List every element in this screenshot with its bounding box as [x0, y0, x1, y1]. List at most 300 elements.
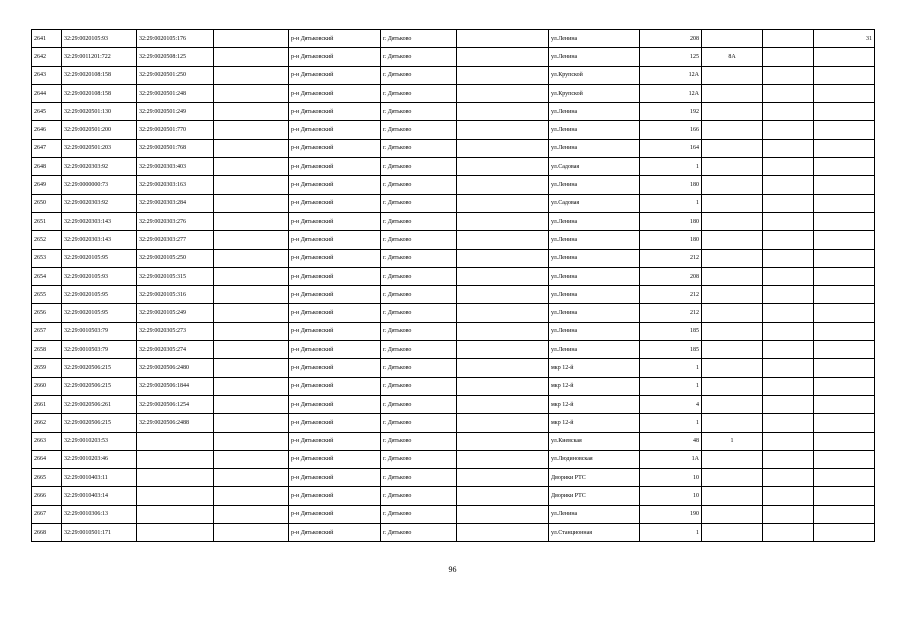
empty-cell [214, 231, 289, 249]
empty-cell [457, 524, 549, 542]
building-cell: 1 [702, 432, 763, 450]
table-row [32, 450, 875, 468]
empty-cell [457, 249, 549, 267]
empty-cell [763, 395, 814, 413]
cadastral-number-cell: 32:29:0020105:95 [62, 286, 137, 304]
empty-cell [763, 524, 814, 542]
empty-cell [214, 286, 289, 304]
locality-cell: г. Дятьково [381, 194, 457, 212]
district-cell: р-н Дятьковский [289, 322, 381, 340]
row-number-cell: 2668 [32, 524, 62, 542]
apartment-cell [814, 249, 875, 267]
cadastral-number-cell: 32:29:0020501:203 [62, 139, 137, 157]
object-cadastral-number-cell: 32:29:0020105:176 [137, 30, 214, 48]
building-cell [702, 304, 763, 322]
empty-cell [763, 139, 814, 157]
street-cell: ул.Ленина [549, 48, 640, 66]
empty-cell [214, 249, 289, 267]
row-number-cell: 2641 [32, 30, 62, 48]
district-cell: р-н Дятьковский [289, 432, 381, 450]
table-row [32, 505, 875, 523]
apartment-cell [814, 469, 875, 487]
table-row [32, 304, 875, 322]
district-cell: р-н Дятьковский [289, 505, 381, 523]
empty-cell [214, 304, 289, 322]
row-number-cell: 2667 [32, 505, 62, 523]
row-number-cell: 2651 [32, 212, 62, 230]
object-cadastral-number-cell: 32:29:0020105:316 [137, 286, 214, 304]
district-cell: р-н Дятьковский [289, 231, 381, 249]
table-row [32, 469, 875, 487]
empty-cell [763, 450, 814, 468]
locality-cell: г. Дятьково [381, 249, 457, 267]
row-number-cell: 2649 [32, 176, 62, 194]
house-number-cell: 12А [640, 66, 702, 84]
house-number-cell: 190 [640, 505, 702, 523]
table-row [32, 341, 875, 359]
district-cell: р-н Дятьковский [289, 176, 381, 194]
cadastral-number-cell: 32:29:0010503:79 [62, 322, 137, 340]
empty-cell [763, 66, 814, 84]
street-cell: мкр 12-й [549, 377, 640, 395]
cadastral-number-cell: 32:29:0010403:14 [62, 487, 137, 505]
empty-cell [763, 469, 814, 487]
building-cell [702, 84, 763, 102]
apartment-cell [814, 377, 875, 395]
cadastral-number-cell: 32:29:0020303:143 [62, 212, 137, 230]
locality-cell: г. Дятьково [381, 286, 457, 304]
house-number-cell: 1А [640, 450, 702, 468]
apartment-cell [814, 231, 875, 249]
empty-cell [214, 322, 289, 340]
empty-cell [457, 359, 549, 377]
object-cadastral-number-cell [137, 524, 214, 542]
object-cadastral-number-cell: 32:29:0020105:315 [137, 267, 214, 285]
building-cell [702, 212, 763, 230]
district-cell: р-н Дятьковский [289, 48, 381, 66]
apartment-cell [814, 176, 875, 194]
empty-cell [457, 30, 549, 48]
locality-cell: г. Дятьково [381, 212, 457, 230]
apartment-cell [814, 414, 875, 432]
building-cell [702, 158, 763, 176]
street-cell: ул.Ленина [549, 30, 640, 48]
empty-cell [457, 84, 549, 102]
object-cadastral-number-cell: 32:29:0020506:2488 [137, 414, 214, 432]
building-cell [702, 359, 763, 377]
cadastral-number-cell: 32:29:0000000:73 [62, 176, 137, 194]
object-cadastral-number-cell: 32:29:0020305:274 [137, 341, 214, 359]
house-number-cell: 192 [640, 103, 702, 121]
cadastral-number-cell: 32:29:0010203:53 [62, 432, 137, 450]
street-cell: ул.Ленина [549, 121, 640, 139]
house-number-cell: 10 [640, 469, 702, 487]
empty-cell [457, 158, 549, 176]
street-cell: ул.Ленина [549, 103, 640, 121]
locality-cell: г. Дятьково [381, 121, 457, 139]
empty-cell [763, 286, 814, 304]
house-number-cell: 180 [640, 212, 702, 230]
locality-cell: г. Дятьково [381, 414, 457, 432]
cadastral-number-cell: 32:29:0020303:143 [62, 231, 137, 249]
object-cadastral-number-cell: 32:29:0020303:284 [137, 194, 214, 212]
object-cadastral-number-cell: 32:29:0020506:1254 [137, 395, 214, 413]
locality-cell: г. Дятьково [381, 432, 457, 450]
house-number-cell: 125 [640, 48, 702, 66]
building-cell [702, 524, 763, 542]
empty-cell [214, 30, 289, 48]
object-cadastral-number-cell: 32:29:0020501:248 [137, 84, 214, 102]
cadastral-number-cell: 32:29:0010503:79 [62, 341, 137, 359]
row-number-cell: 2655 [32, 286, 62, 304]
building-cell [702, 139, 763, 157]
locality-cell: г. Дятьково [381, 377, 457, 395]
row-number-cell: 2652 [32, 231, 62, 249]
empty-cell [457, 48, 549, 66]
object-cadastral-number-cell: 32:29:0020303:277 [137, 231, 214, 249]
empty-cell [457, 231, 549, 249]
apartment-cell [814, 304, 875, 322]
empty-cell [763, 341, 814, 359]
empty-cell [763, 48, 814, 66]
apartment-cell [814, 487, 875, 505]
district-cell: р-н Дятьковский [289, 158, 381, 176]
row-number-cell: 2666 [32, 487, 62, 505]
row-number-cell: 2660 [32, 377, 62, 395]
street-cell: Дворики РТС [549, 487, 640, 505]
table-row [32, 121, 875, 139]
object-cadastral-number-cell [137, 505, 214, 523]
empty-cell [214, 377, 289, 395]
empty-cell [457, 377, 549, 395]
building-cell [702, 231, 763, 249]
house-number-cell: 185 [640, 341, 702, 359]
locality-cell: г. Дятьково [381, 176, 457, 194]
object-cadastral-number-cell: 32:29:0020508:125 [137, 48, 214, 66]
row-number-cell: 2663 [32, 432, 62, 450]
row-number-cell: 2645 [32, 103, 62, 121]
building-cell [702, 469, 763, 487]
street-cell: ул.Ленина [549, 304, 640, 322]
house-number-cell: 12А [640, 84, 702, 102]
table-row [32, 322, 875, 340]
district-cell: р-н Дятьковский [289, 30, 381, 48]
locality-cell: г. Дятьково [381, 48, 457, 66]
house-number-cell: 4 [640, 395, 702, 413]
building-cell [702, 487, 763, 505]
house-number-cell: 208 [640, 30, 702, 48]
object-cadastral-number-cell: 32:29:0020506:1844 [137, 377, 214, 395]
house-number-cell: 10 [640, 487, 702, 505]
district-cell: р-н Дятьковский [289, 395, 381, 413]
building-cell [702, 30, 763, 48]
table-row [32, 66, 875, 84]
cadastral-number-cell: 32:29:0020501:130 [62, 103, 137, 121]
building-cell [702, 377, 763, 395]
street-cell: ул.Ленина [549, 249, 640, 267]
empty-cell [214, 194, 289, 212]
empty-cell [214, 432, 289, 450]
district-cell: р-н Дятьковский [289, 414, 381, 432]
apartment-cell [814, 139, 875, 157]
building-cell [702, 322, 763, 340]
object-cadastral-number-cell: 32:29:0020501:770 [137, 121, 214, 139]
street-cell: Дворики РТС [549, 469, 640, 487]
row-number-cell: 2650 [32, 194, 62, 212]
apartment-cell [814, 158, 875, 176]
district-cell: р-н Дятьковский [289, 304, 381, 322]
locality-cell: г. Дятьково [381, 103, 457, 121]
district-cell: р-н Дятьковский [289, 103, 381, 121]
cadastral-number-cell: 32:29:0020506:215 [62, 414, 137, 432]
empty-cell [457, 139, 549, 157]
cadastral-number-cell: 32:29:0020108:158 [62, 84, 137, 102]
empty-cell [457, 121, 549, 139]
street-cell: ул.Людиновская [549, 450, 640, 468]
building-cell [702, 286, 763, 304]
empty-cell [214, 121, 289, 139]
table-row [32, 48, 875, 66]
empty-cell [457, 194, 549, 212]
row-number-cell: 2648 [32, 158, 62, 176]
district-cell: р-н Дятьковский [289, 450, 381, 468]
street-cell: мкр 12-й [549, 359, 640, 377]
street-cell: ул.Ленина [549, 139, 640, 157]
row-number-cell: 2657 [32, 322, 62, 340]
locality-cell: г. Дятьково [381, 158, 457, 176]
district-cell: р-н Дятьковский [289, 524, 381, 542]
empty-cell [214, 505, 289, 523]
empty-cell [457, 341, 549, 359]
empty-cell [214, 267, 289, 285]
house-number-cell: 1 [640, 359, 702, 377]
empty-cell [457, 414, 549, 432]
page-number: 96 [448, 565, 457, 574]
apartment-cell: 31 [814, 30, 875, 48]
empty-cell [457, 212, 549, 230]
district-cell: р-н Дятьковский [289, 286, 381, 304]
empty-cell [763, 377, 814, 395]
table-row [32, 414, 875, 432]
table-row [32, 176, 875, 194]
locality-cell: г. Дятьково [381, 304, 457, 322]
locality-cell: г. Дятьково [381, 322, 457, 340]
row-number-cell: 2662 [32, 414, 62, 432]
house-number-cell: 180 [640, 231, 702, 249]
district-cell: р-н Дятьковский [289, 194, 381, 212]
empty-cell [457, 505, 549, 523]
object-cadastral-number-cell: 32:29:0020501:768 [137, 139, 214, 157]
row-number-cell: 2659 [32, 359, 62, 377]
object-cadastral-number-cell: 32:29:0020303:403 [137, 158, 214, 176]
registry-table [31, 29, 875, 542]
table-row [32, 30, 875, 48]
building-cell [702, 341, 763, 359]
object-cadastral-number-cell: 32:29:0020303:163 [137, 176, 214, 194]
empty-cell [214, 48, 289, 66]
empty-cell [763, 176, 814, 194]
cadastral-number-cell: 32:29:0011201:722 [62, 48, 137, 66]
district-cell: р-н Дятьковский [289, 487, 381, 505]
object-cadastral-number-cell: 32:29:0020501:249 [137, 103, 214, 121]
building-cell: 8А [702, 48, 763, 66]
locality-cell: г. Дятьково [381, 231, 457, 249]
empty-cell [763, 30, 814, 48]
empty-cell [763, 121, 814, 139]
locality-cell: г. Дятьково [381, 487, 457, 505]
table-row [32, 194, 875, 212]
apartment-cell [814, 267, 875, 285]
cadastral-number-cell: 32:29:0020506:261 [62, 395, 137, 413]
house-number-cell: 185 [640, 322, 702, 340]
table-row [32, 231, 875, 249]
row-number-cell: 2656 [32, 304, 62, 322]
district-cell: р-н Дятьковский [289, 359, 381, 377]
locality-cell: г. Дятьково [381, 341, 457, 359]
locality-cell: г. Дятьково [381, 139, 457, 157]
cadastral-number-cell: 32:29:0010203:46 [62, 450, 137, 468]
object-cadastral-number-cell: 32:29:0020506:2480 [137, 359, 214, 377]
empty-cell [214, 84, 289, 102]
row-number-cell: 2643 [32, 66, 62, 84]
building-cell [702, 121, 763, 139]
district-cell: р-н Дятьковский [289, 66, 381, 84]
empty-cell [214, 487, 289, 505]
empty-cell [763, 231, 814, 249]
cadastral-number-cell: 32:29:0010306:13 [62, 505, 137, 523]
empty-cell [763, 194, 814, 212]
building-cell [702, 103, 763, 121]
empty-cell [457, 450, 549, 468]
apartment-cell [814, 84, 875, 102]
empty-cell [763, 359, 814, 377]
empty-cell [457, 487, 549, 505]
object-cadastral-number-cell [137, 432, 214, 450]
apartment-cell [814, 524, 875, 542]
object-cadastral-number-cell: 32:29:0020303:276 [137, 212, 214, 230]
street-cell: ул.Ленина [549, 176, 640, 194]
table-row [32, 103, 875, 121]
street-cell: ул.Ленина [549, 322, 640, 340]
cadastral-number-cell: 32:29:0010403:11 [62, 469, 137, 487]
house-number-cell: 164 [640, 139, 702, 157]
empty-cell [763, 505, 814, 523]
locality-cell: г. Дятьково [381, 359, 457, 377]
street-cell: ул.Киевская [549, 432, 640, 450]
apartment-cell [814, 341, 875, 359]
empty-cell [214, 524, 289, 542]
object-cadastral-number-cell: 32:29:0020305:273 [137, 322, 214, 340]
house-number-cell: 1 [640, 377, 702, 395]
apartment-cell [814, 322, 875, 340]
table-row [32, 286, 875, 304]
building-cell [702, 505, 763, 523]
empty-cell [763, 84, 814, 102]
district-cell: р-н Дятьковский [289, 121, 381, 139]
street-cell: ул.Крупской [549, 66, 640, 84]
empty-cell [214, 359, 289, 377]
house-number-cell: 1 [640, 524, 702, 542]
table-row [32, 359, 875, 377]
apartment-cell [814, 286, 875, 304]
empty-cell [763, 487, 814, 505]
table-row [32, 84, 875, 102]
cadastral-number-cell: 32:29:0020105:93 [62, 30, 137, 48]
cadastral-number-cell: 32:29:0020506:215 [62, 377, 137, 395]
empty-cell [763, 267, 814, 285]
cadastral-number-cell: 32:29:0010501:171 [62, 524, 137, 542]
building-cell [702, 66, 763, 84]
apartment-cell [814, 432, 875, 450]
apartment-cell [814, 48, 875, 66]
table-row [32, 395, 875, 413]
district-cell: р-н Дятьковский [289, 377, 381, 395]
apartment-cell [814, 359, 875, 377]
street-cell: ул.Садовая [549, 158, 640, 176]
empty-cell [214, 139, 289, 157]
house-number-cell: 212 [640, 286, 702, 304]
street-cell: мкр 12-й [549, 414, 640, 432]
empty-cell [457, 286, 549, 304]
apartment-cell [814, 121, 875, 139]
empty-cell [214, 176, 289, 194]
house-number-cell: 212 [640, 304, 702, 322]
table-row [32, 249, 875, 267]
building-cell [702, 249, 763, 267]
locality-cell: г. Дятьково [381, 469, 457, 487]
object-cadastral-number-cell: 32:29:0020105:249 [137, 304, 214, 322]
empty-cell [457, 469, 549, 487]
house-number-cell: 1 [640, 158, 702, 176]
empty-cell [457, 432, 549, 450]
street-cell: ул.Ленина [549, 505, 640, 523]
empty-cell [763, 103, 814, 121]
street-cell: ул.Ленина [549, 267, 640, 285]
cadastral-number-cell: 32:29:0020303:92 [62, 194, 137, 212]
row-number-cell: 2642 [32, 48, 62, 66]
row-number-cell: 2644 [32, 84, 62, 102]
empty-cell [457, 322, 549, 340]
empty-cell [763, 322, 814, 340]
empty-cell [457, 304, 549, 322]
district-cell: р-н Дятьковский [289, 84, 381, 102]
district-cell: р-н Дятьковский [289, 267, 381, 285]
row-number-cell: 2664 [32, 450, 62, 468]
object-cadastral-number-cell [137, 450, 214, 468]
house-number-cell: 48 [640, 432, 702, 450]
empty-cell [763, 304, 814, 322]
apartment-cell [814, 103, 875, 121]
table-row [32, 267, 875, 285]
apartment-cell [814, 194, 875, 212]
building-cell [702, 267, 763, 285]
object-cadastral-number-cell: 32:29:0020501:250 [137, 66, 214, 84]
empty-cell [214, 212, 289, 230]
registry-table-body [32, 30, 875, 542]
empty-cell [214, 450, 289, 468]
locality-cell: г. Дятьково [381, 30, 457, 48]
object-cadastral-number-cell [137, 469, 214, 487]
cadastral-number-cell: 32:29:0020105:95 [62, 304, 137, 322]
object-cadastral-number-cell [137, 487, 214, 505]
street-cell: ул.Ленина [549, 212, 640, 230]
house-number-cell: 1 [640, 414, 702, 432]
district-cell: р-н Дятьковский [289, 469, 381, 487]
row-number-cell: 2658 [32, 341, 62, 359]
table-row [32, 432, 875, 450]
house-number-cell: 180 [640, 176, 702, 194]
object-cadastral-number-cell: 32:29:0020105:250 [137, 249, 214, 267]
